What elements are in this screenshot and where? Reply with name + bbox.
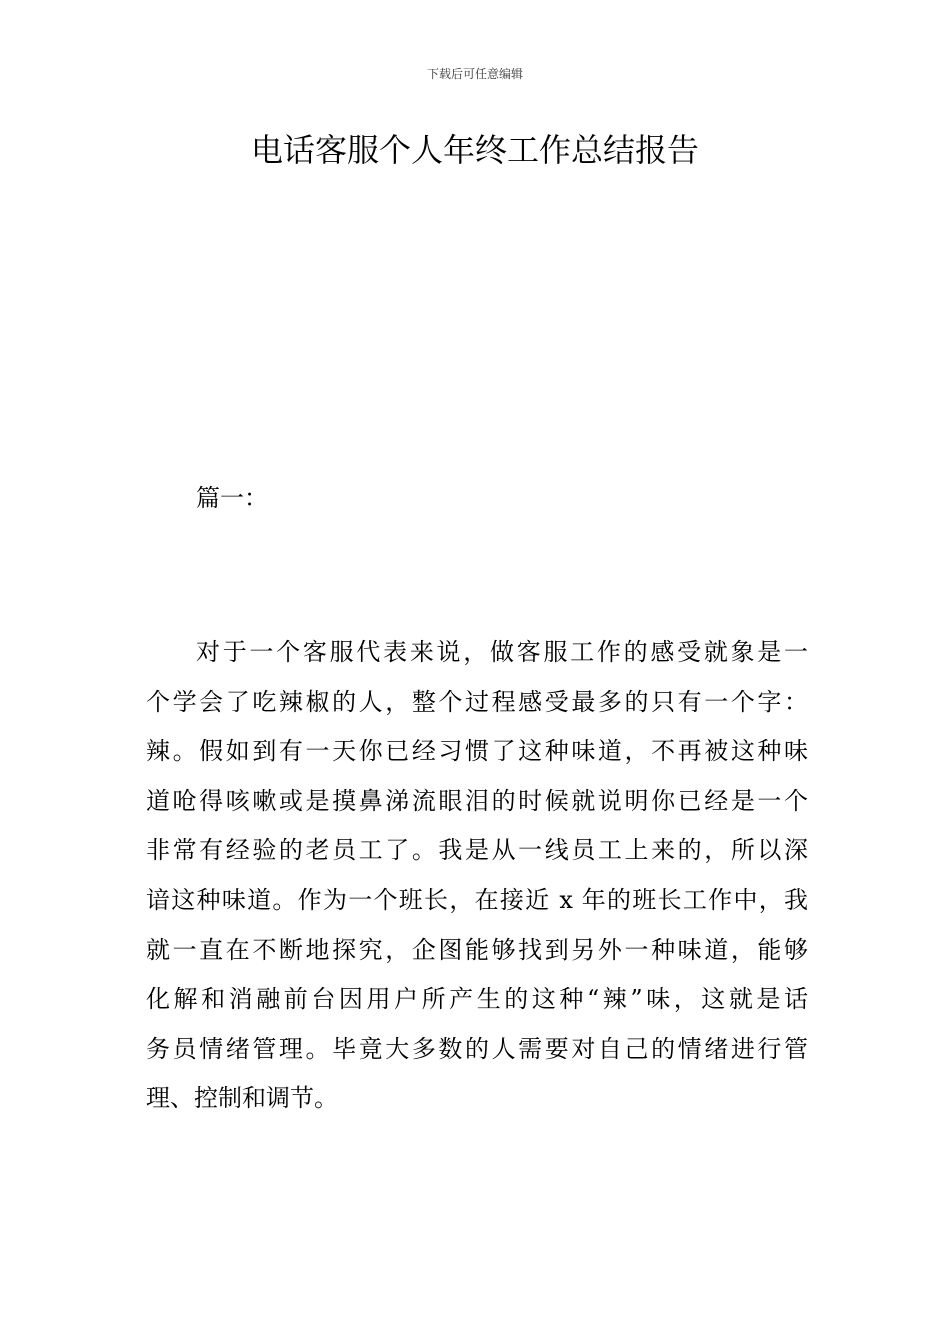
body-paragraph (146, 628, 808, 1124)
paragraph-line: 谙这种味道。作为一个班长，在接近 x 年的班长工作中，我 (146, 885, 808, 914)
paragraph-line: 理、控制和调节。 (146, 1084, 338, 1113)
paragraph-line: 化解和消融前台因用户所产生的这种“辣”味，这就是话 (146, 985, 808, 1014)
header-note: 下载后可任意编辑 (426, 67, 523, 81)
paragraph-line: 就一直在不断地探究，企图能够找到另外一种味道，能够 (146, 935, 808, 964)
paragraph-line: 辣。假如到有一天你已经习惯了这种味道，不再被这种味 (146, 737, 808, 766)
paragraph-line: 非常有经验的老员工了。我是从一线员工上来的，所以深 (146, 836, 808, 865)
section-heading: 篇一： (196, 484, 268, 512)
document-title: 电话客服个人年终工作总结报告 (250, 131, 699, 169)
paragraph-line: 务员情绪管理。毕竟大多数的人需要对自己的情绪进行管 (146, 1034, 808, 1063)
paragraph-line: 对于一个客服代表来说，做客服工作的感受就象是一 (196, 638, 808, 666)
paragraph-line: 道呛得咳嗽或是摸鼻涕流眼泪的时候就说明你已经是一个 (146, 786, 808, 815)
paragraph-line: 个学会了吃辣椒的人，整个过程感受最多的只有一个字： (146, 687, 808, 716)
